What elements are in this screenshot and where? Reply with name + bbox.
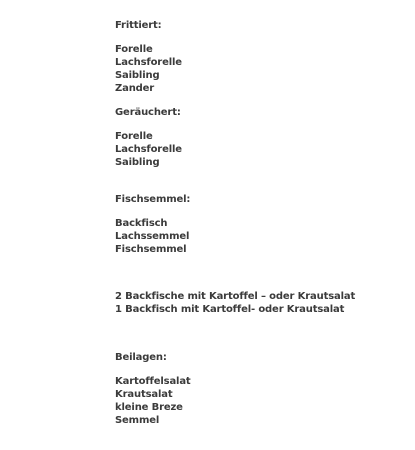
- section-heading-frittiert: Frittiert:: [115, 20, 162, 31]
- combo-line: 1 Backfisch mit Kartoffel- oder Krautsalat: [115, 304, 345, 315]
- menu-item: Semmel: [115, 415, 160, 426]
- menu-item: Zander: [115, 83, 155, 94]
- section-heading-fischsemmel: Fischsemmel:: [115, 194, 191, 205]
- menu-item: Saibling: [115, 70, 160, 81]
- menu-item: Lachsforelle: [115, 57, 182, 68]
- section-heading-beilagen: Beilagen:: [115, 352, 167, 363]
- menu-item: Kartoffelsalat: [115, 376, 191, 387]
- combo-line: 2 Backfische mit Kartoffel – oder Krautsalat: [115, 291, 356, 302]
- menu-item: Saibling: [115, 157, 160, 168]
- menu-item: Lachssemmel: [115, 231, 190, 242]
- menu-item: kleine Breze: [115, 402, 183, 413]
- menu-item: Krautsalat: [115, 389, 173, 400]
- menu-item: Forelle: [115, 131, 153, 142]
- menu-item: Fischsemmel: [115, 244, 187, 255]
- menu-item: Forelle: [115, 44, 153, 55]
- section-heading-geraeuchert: Geräuchert:: [115, 107, 181, 118]
- menu-item: Backfisch: [115, 218, 168, 229]
- menu-item: Lachsforelle: [115, 144, 182, 155]
